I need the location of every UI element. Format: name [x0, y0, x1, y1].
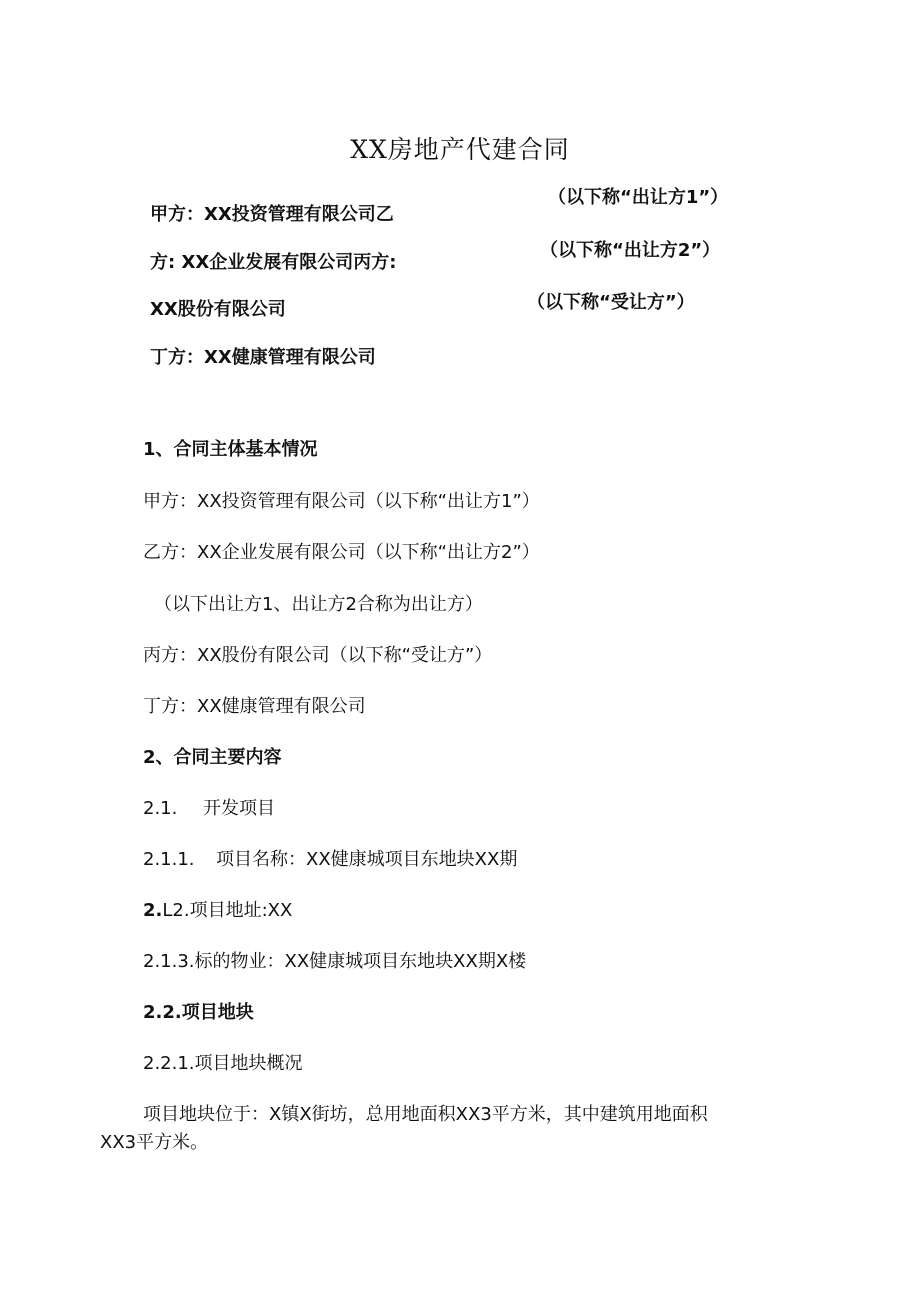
clause-2-2-1: 2.2.1.项目地块概况 — [143, 1053, 303, 1074]
section-1-line: 丙方：XX股份有限公司（以下称“受让方”） — [143, 645, 493, 666]
document-title: XX房地产代建合同 — [350, 135, 570, 164]
clause-2-1-text: 开发项目 — [203, 798, 275, 819]
section-1-line: （以下出让方1、出让方2合称为出让方） — [154, 594, 483, 615]
header-party-line-4: 丁方：XX健康管理有限公司 — [150, 347, 376, 368]
header-alias-1: （以下称“出让方1”） — [548, 187, 729, 208]
clause-2-1-2-text: L2.项目地址:XX — [162, 900, 293, 921]
section-2-heading: 2、合同主要内容 — [143, 747, 282, 768]
clause-2-1-2-bold: 2. — [143, 900, 163, 921]
paragraph-line-1: 项目地块位于：X镇X街坊，总用地面积XX3平方米，其中建筑用地面积 — [143, 1104, 708, 1125]
section-1-heading: 1、合同主体基本情况 — [143, 439, 318, 460]
section-1-line: 丁方：XX健康管理有限公司 — [143, 696, 366, 717]
section-1-line: 甲方：XX投资管理有限公司（以下称“出让方1”） — [143, 491, 540, 512]
paragraph-line-2: XX3平方米。 — [100, 1132, 209, 1153]
section-1-line: 乙方：XX企业发展有限公司（以下称“出让方2”） — [143, 542, 540, 563]
clause-2-1-1-number: 2.1.1. — [143, 849, 195, 870]
header-party-line-2: 方: XX企业发展有限公司丙方: — [150, 252, 397, 273]
clause-2-1-number: 2.1. — [143, 798, 178, 819]
header-party-line-1: 甲方：XX投资管理有限公司乙 — [150, 204, 394, 225]
clause-2-1-3: 2.1.3.标的物业：XX健康城项目东地块XX期X楼 — [143, 951, 527, 972]
header-alias-2: （以下称“出让方2”） — [540, 240, 721, 261]
header-alias-3: （以下称“受让方”） — [527, 292, 695, 313]
header-party-line-3: XX股份有限公司 — [150, 299, 286, 320]
clause-2-1-1-text: 项目名称：XX健康城项目东地块XX期 — [216, 849, 518, 870]
clause-2-2-heading: 2.2.项目地块 — [143, 1002, 254, 1023]
clause-2-1-2 — [143, 902, 292, 920]
